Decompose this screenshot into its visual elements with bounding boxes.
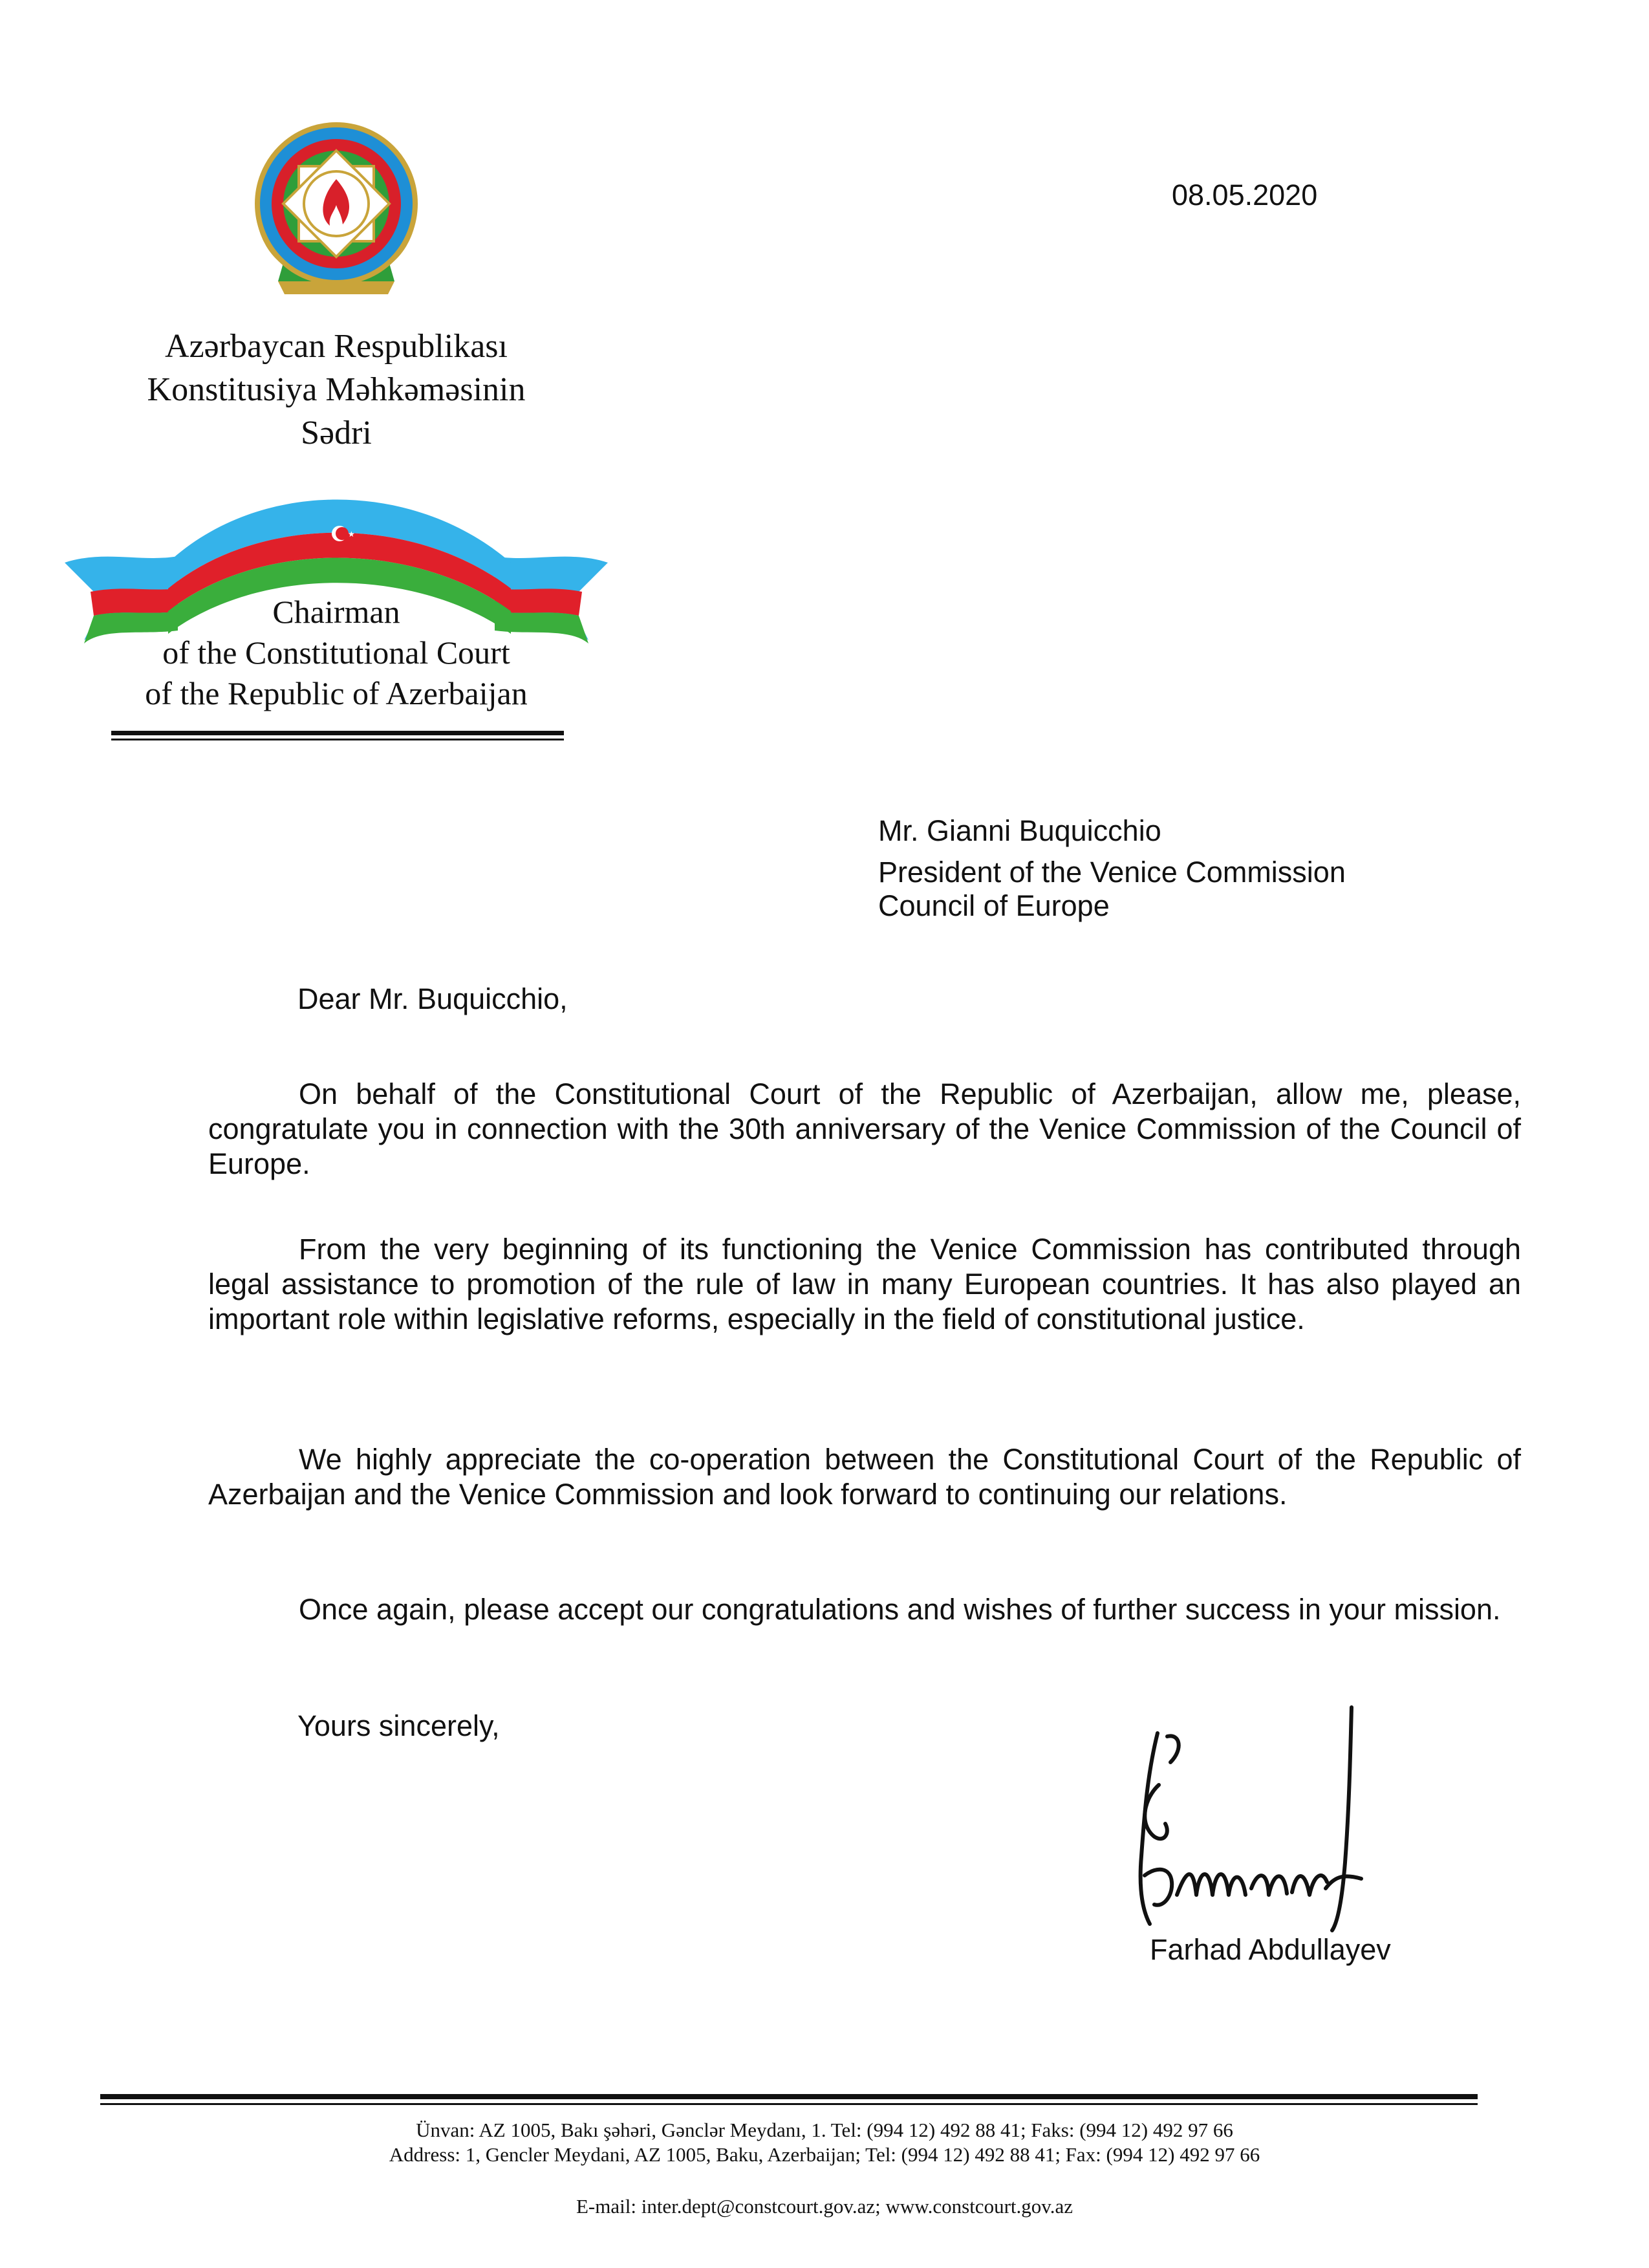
footer-rule-top: [100, 2094, 1478, 2099]
footer-address-en: Address: 1, Gencler Meydani, AZ 1005, Baku, Azerbaijan; Tel: (994 12) 492 88 41; Fax: (994 12) 492 97 66: [389, 2143, 1260, 2166]
svg-text:★: ★: [348, 530, 355, 539]
paragraph-2: [208, 1232, 1521, 1337]
recipient-name: Mr. Gianni Buquicchio: [878, 814, 1161, 847]
letterhead-en-line-3: of the Republic of Azerbaijan: [145, 675, 528, 711]
letterhead-az-line-2: Konstitusiya Məhkəməsinin: [147, 371, 526, 408]
paragraph-4-text: Once again, please accept our congratulations and wishes of further success in your mission.: [299, 1593, 1501, 1626]
paragraph-1-text: On behalf of the Constitutional Court of the Republic of Azerbaijan, allow me, please, congratulate you in connection with the 30th anniversary of the Venice Commission of the Council of Europe.: [208, 1077, 1521, 1180]
paragraph-4: [208, 1592, 1521, 1627]
signer-name: Farhad Abdullayev: [1150, 1933, 1391, 1966]
letterhead-rule-bottom: [111, 739, 564, 740]
letterhead-rule-top: [111, 731, 564, 735]
recipient-org: Council of Europe: [878, 889, 1110, 922]
letterhead-en-line-2: of the Constitutional Court: [162, 634, 510, 671]
paragraph-2-text: From the very beginning of its functioning the Venice Commission has contributed through legal assistance to promotion of the rule of law in many European countries. It has also played an important role within legislative reforms, especially in the field of constitutional justice.: [208, 1233, 1521, 1335]
handwritten-signature: [1119, 1701, 1403, 1934]
greeting: Dear Mr. Buquicchio,: [297, 982, 568, 1015]
paragraph-3-text: We highly appreciate the co-operation between the Constitutional Court of the Republic of Azerbaijan and the Venice Commission and look forward to continuing our relations.: [208, 1443, 1521, 1511]
footer-address-az: Ünvan: AZ 1005, Bakı şəhəri, Gənclər Meydanı, 1. Tel: (994 12) 492 88 41; Faks: (994 12) 492 97 66: [416, 2119, 1233, 2141]
state-emblem-icon: [246, 120, 427, 307]
letterhead-en-line-1: Chairman: [272, 594, 400, 630]
paragraph-3: [208, 1442, 1521, 1512]
closing: Yours sincerely,: [297, 1709, 500, 1742]
letterhead-az-line-3: Sədri: [301, 415, 372, 451]
footer-contacts: E-mail: inter.dept@constcourt.gov.az; www.constcourt.gov.az: [576, 2195, 1073, 2218]
recipient-title: President of the Venice Commission: [878, 856, 1346, 889]
paragraph-1: [208, 1077, 1521, 1182]
letterhead-az-line-1: Azərbaycan Respublikası: [165, 328, 508, 365]
footer-rule-bottom: [100, 2103, 1478, 2105]
letter-date: 08.05.2020: [1172, 178, 1318, 211]
